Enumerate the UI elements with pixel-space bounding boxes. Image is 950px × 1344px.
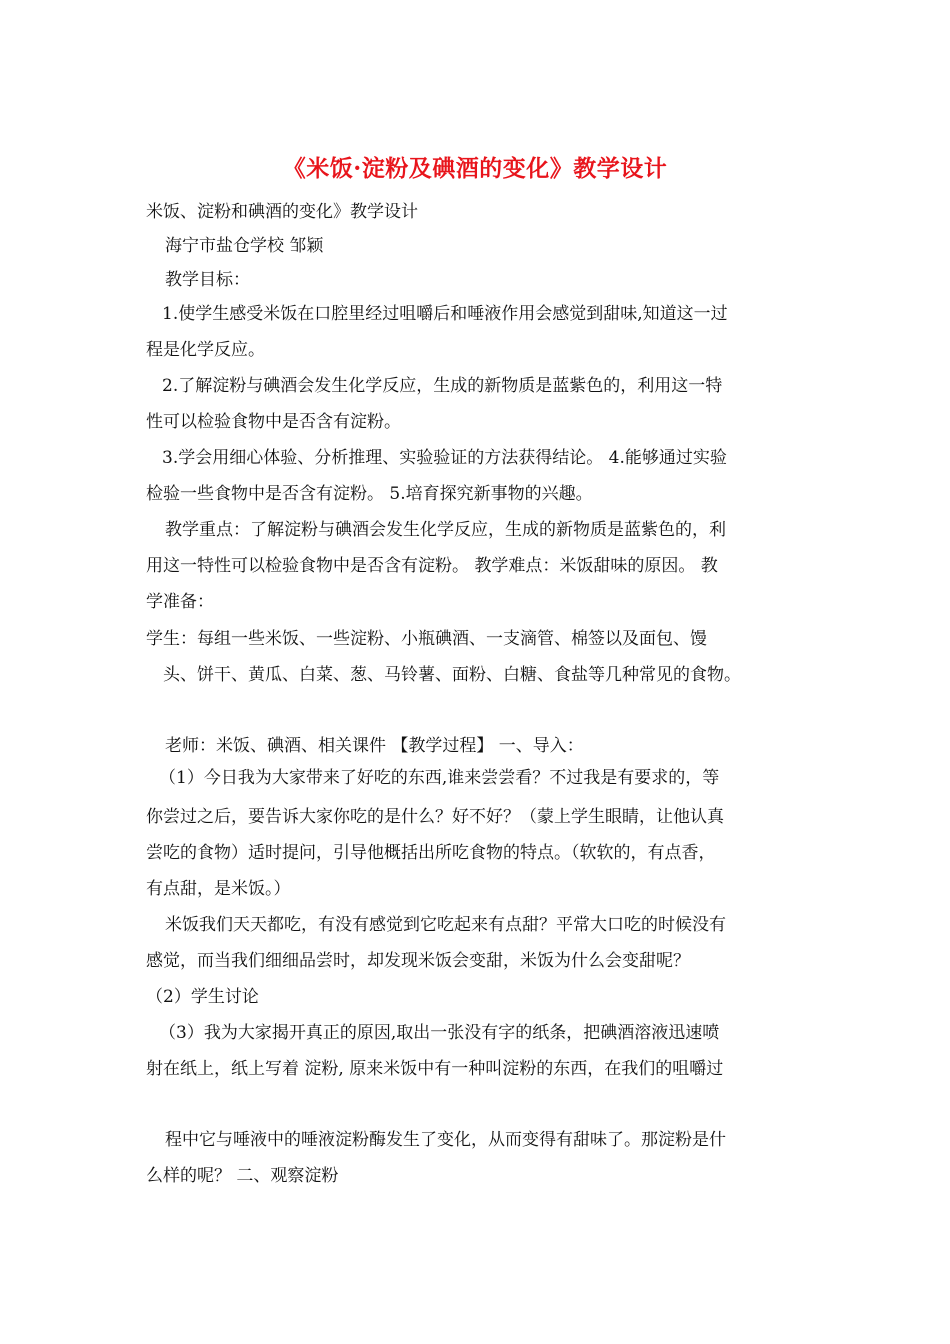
text-line: 学准备： <box>146 592 214 612</box>
text-line: 学生：每组一些米饭、一些淀粉、小瓶碘酒、一支滴管、棉签以及面包、馒 <box>146 629 707 649</box>
text-line: 程是化学反应。 <box>146 340 265 360</box>
text-line: 教学目标： <box>165 270 250 290</box>
text-line: 尝吃的食物）适时提问，引导他概括出所吃食物的特点。（软软的，有点香， <box>146 843 716 863</box>
text-line: 米饭我们天天都吃，有没有感觉到它吃起来有点甜？平常大口吃的时候没有 <box>165 915 726 935</box>
text-line: 2.了解淀粉与碘酒会发生化学反应，生成的新物质是蓝紫色的，利用这一特 <box>162 376 723 396</box>
text-line: （1）今日我为大家带来了好吃的东西,谁来尝尝看？不过我是有要求的，等 <box>159 768 720 788</box>
text-line: 性可以检验食物中是否含有淀粉。 <box>146 412 401 432</box>
text-line: 海宁市盐仓学校 邹颖 <box>165 236 324 256</box>
text-line: 头、饼干、黄瓜、白菜、葱、马铃薯、面粉、白糖、食盐等几种常见的食物。 <box>163 665 741 685</box>
text-line: 3.学会用细心体验、分析推理、实验验证的方法获得结论。 4.能够通过实验 <box>162 448 727 468</box>
document-title: 《米饭·淀粉及碘酒的变化》教学设计 <box>282 155 668 182</box>
text-line: 老师：米饭、碘酒、相关课件 【教学过程】 一、导入： <box>165 736 584 756</box>
text-line: （3）我为大家揭开真正的原因,取出一张没有字的纸条，把碘酒溶液迅速喷 <box>159 1023 720 1043</box>
text-line: 程中它与唾液中的唾液淀粉酶发生了变化，从而变得有甜味了。那淀粉是什 <box>165 1130 726 1150</box>
text-line: 教学重点：了解淀粉与碘酒会发生化学反应，生成的新物质是蓝紫色的，利 <box>165 520 726 540</box>
text-line: 射在纸上，纸上写着 淀粉, 原来米饭中有一种叫淀粉的东西，在我们的咀嚼过 <box>146 1059 724 1079</box>
text-line: 1.使学生感受米饭在口腔里经过咀嚼后和唾液作用会感觉到甜味,知道这一过 <box>162 304 728 324</box>
text-line: 米饭、淀粉和碘酒的变化》教学设计 <box>146 202 418 222</box>
text-line: 用这一特性可以检验食物中是否含有淀粉。 教学难点：米饭甜味的原因。 教 <box>146 556 718 576</box>
text-line: 么样的呢？ 二、观察淀粉 <box>146 1166 339 1186</box>
text-line: 感觉，而当我们细细品尝时，却发现米饭会变甜，米饭为什么会变甜呢？ <box>146 951 690 971</box>
text-line: 有点甜，是米饭。） <box>146 879 291 899</box>
text-line: 检验一些食物中是否含有淀粉。 5.培育探究新事物的兴趣。 <box>146 484 593 504</box>
text-line: （2）学生讨论 <box>146 987 259 1007</box>
text-line: 你尝过之后，要告诉大家你吃的是什么？好不好？（蒙上学生眼睛，让他认真 <box>146 807 724 827</box>
